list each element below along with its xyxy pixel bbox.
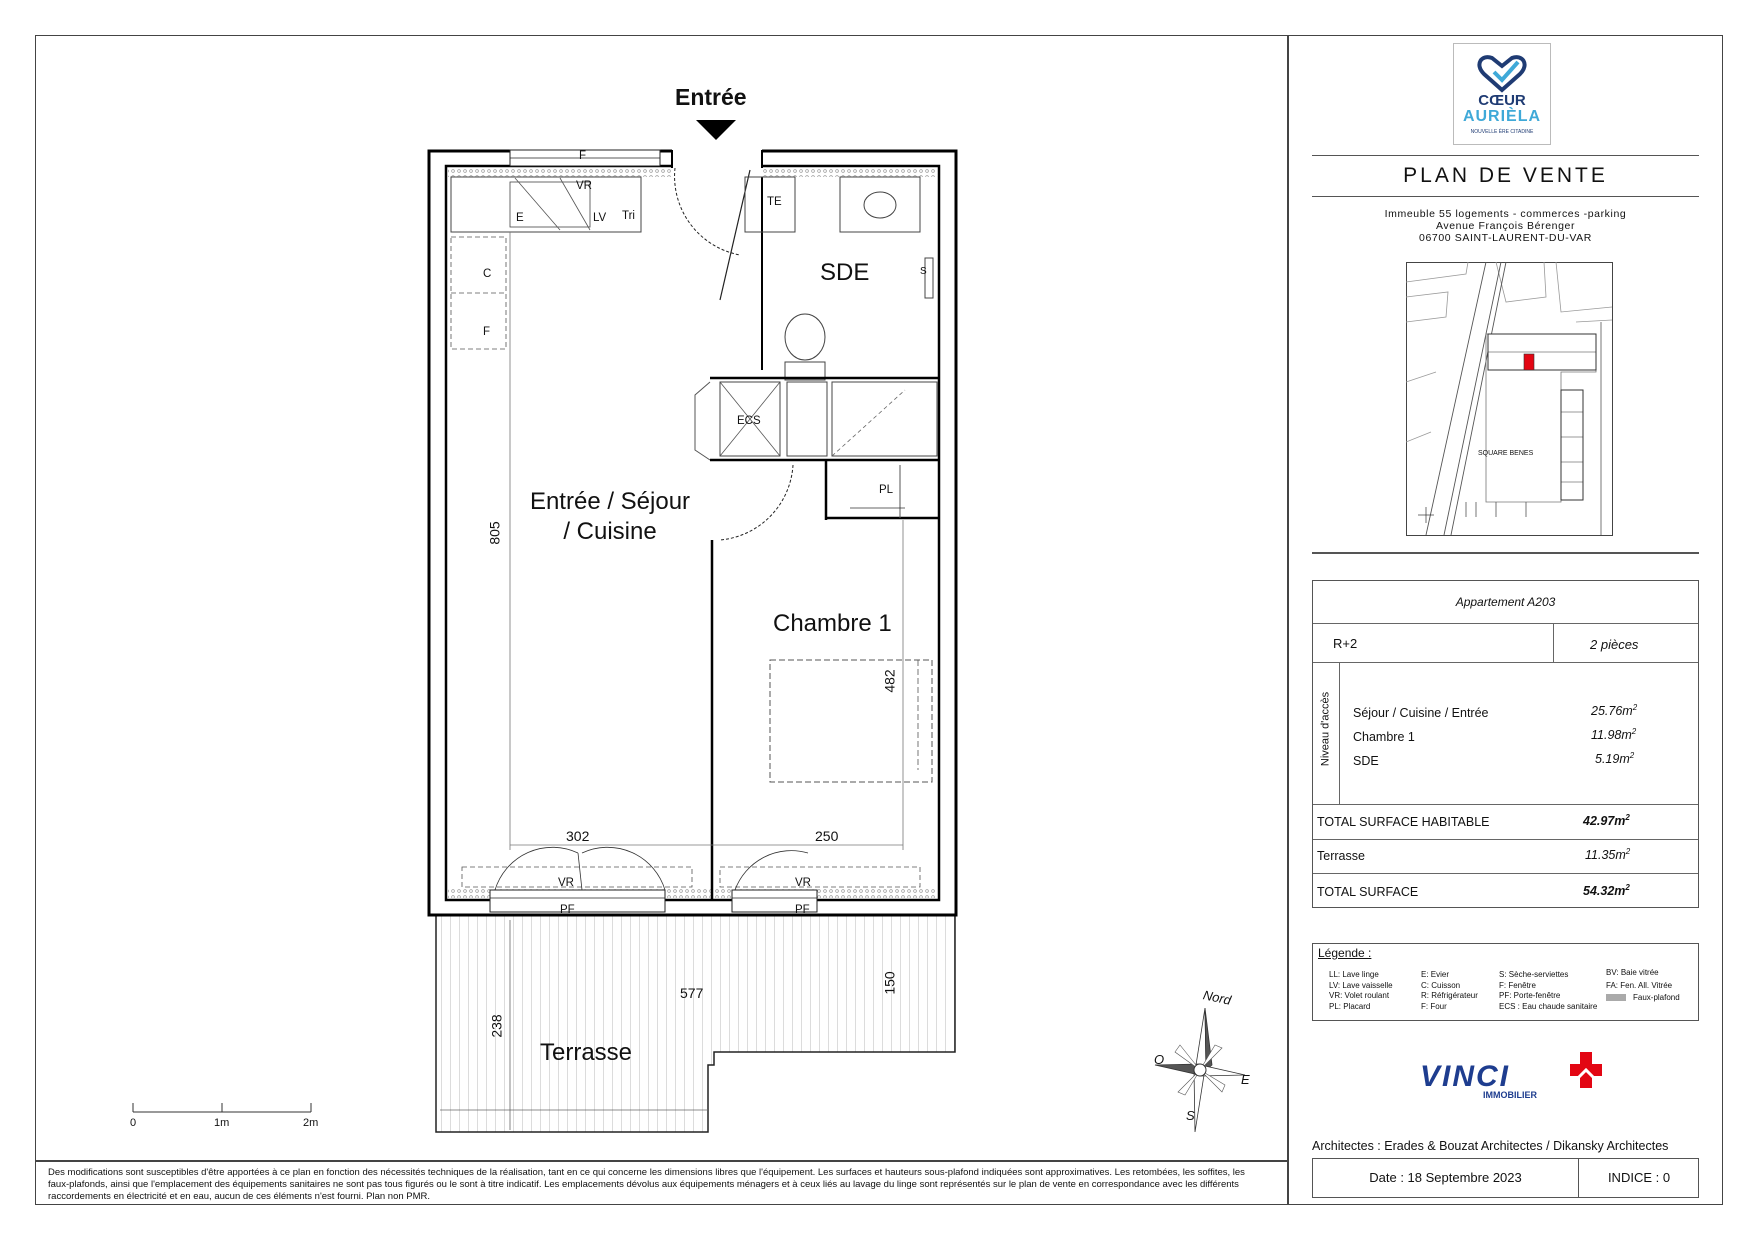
vinci-logo: VINCI [1420,1060,1511,1093]
compass-west: O [1154,1052,1165,1067]
legend-title: Légende : [1318,946,1372,960]
dim-302: 302 [566,828,590,844]
brand-top: CŒUR [1478,92,1526,109]
legend-col4b: FA: Fen. All. Vitrée [1606,981,1673,990]
fixture-lv: LV [593,212,607,224]
apartment-marker [1524,354,1534,370]
fixture-vr-right: VR [795,877,811,889]
fixture-pf-right: PF [795,904,810,916]
compass-south: S [1186,1108,1195,1123]
area-label-1: Chambre 1 [1353,730,1415,744]
fixture-ecs: ECS [737,415,761,427]
entry-arrow-icon [696,120,736,140]
address-block [1312,208,1699,244]
address-line1: Immeuble 55 logements - commerces -parking [1384,208,1627,220]
room-sejour-line1: Entrée / Séjour [529,488,691,515]
dim-577: 577 [680,985,704,1001]
dim-238: 238 [488,1014,505,1038]
address-line3: 06700 SAINT-LAURENT-DU-VAR [1419,232,1592,244]
footer-divider [35,1160,1289,1162]
terrace-area [436,915,955,1132]
room-sejour-line2: / Cuisine [563,518,657,545]
total-hab-value: $42.97m^2$ [1583,813,1630,829]
dim-250: 250 [815,828,839,844]
fixture-f-mid: F [483,326,491,338]
vinci-sub: IMMOBILIER [1483,1090,1537,1100]
legend-box [1312,943,1699,1021]
scale-0: 0 [130,1117,137,1129]
brand-logo [1453,43,1551,145]
area-value-0: $25.76m^2$ [1591,703,1638,719]
indice-text: INDICE : 0 [1607,1170,1671,1185]
heart-logo-icon [1454,48,1550,98]
side-label: Niveau d'accès [1319,691,1332,767]
site-map-square-label: SQUARE BENES [1478,450,1534,457]
legend-col2: E: Evier C: Cuisson R: Réfrigérateur F: Four [1421,970,1478,1011]
fixture-vr-left: VR [558,877,574,889]
legend-col4c: Faux-plafond [1633,993,1680,1002]
apartment-level: R+2 [1333,636,1358,651]
compass-north: Nord [1201,987,1233,1008]
fixture-f-top: F [579,150,587,162]
fixture-te: TE [767,196,782,208]
legend-col3: S: Sèche-serviettes F: Fenêtre PF: Porte-fenêtre ECS : Eau chaude sanitaire [1499,970,1598,1011]
fixture-tri: Tri [622,210,635,222]
fixture-e: E [516,212,524,224]
entree-label: Entrée [675,84,747,110]
page-title: PLAN DE VENTE [1312,155,1699,197]
area-value-1: $11.98m^2$ [1591,727,1637,743]
fixture-pf-left: PF [560,904,575,916]
scale-1m: 1m [214,1117,230,1129]
scale-bar [133,1103,311,1112]
room-sde: SDE [820,259,870,286]
total-label: TOTAL SURFACE [1317,885,1419,899]
surface-table [1312,580,1699,908]
compass-east: E [1241,1072,1250,1087]
dim-150: 150 [881,971,898,995]
apartment-name: Appartement A203 [1455,595,1556,609]
architects-text: Architectes : Erades & Bouzat Architectes / Dikansky Architectes [1312,1139,1669,1153]
total-value: $54.32m^2$ [1583,883,1630,899]
terrasse-value: $11.35m^2$ [1585,847,1631,863]
address-line2: Avenue François Bérenger [1435,220,1576,232]
room-terrasse: Terrasse [540,1039,633,1066]
terrasse-label: Terrasse [1317,849,1365,863]
room-chambre: Chambre 1 [773,610,892,637]
dim-482: 482 [881,669,898,693]
fixture-c: C [483,268,492,280]
fixture-s: S [920,266,927,277]
dim-805: 805 [486,521,503,545]
brand-main: AURIÈLA [1462,108,1542,125]
vinci-cross-icon [1568,1050,1604,1092]
sidebar-separator [1312,552,1699,554]
date-text: Date : 18 Septembre 2023 [1369,1170,1522,1185]
compass-rose-icon [1155,1008,1245,1132]
fixture-vr-top: VR [576,180,592,192]
area-label-0: Séjour / Cuisine / Entrée [1353,706,1489,720]
date-box [1312,1158,1699,1198]
area-label-2: SDE [1353,754,1379,768]
scale-2m: 2m [303,1117,319,1129]
total-hab-label: TOTAL SURFACE HABITABLE [1317,815,1490,829]
brand-tagline: NOUVELLE ÈRE CITADINE [1470,129,1534,135]
legend-col1: LL: Lave linge LV: Lave vaisselle VR: Volet roulant PL: Placard [1329,970,1393,1011]
faux-plafond-swatch [1606,994,1626,1001]
site-map [1406,262,1613,536]
apartment-rooms-count: 2 pièces [1590,637,1639,652]
legend-col4a: BV: Baie vitrée [1606,968,1659,977]
fixture-pl: PL [879,484,894,496]
disclaimer-text: Des modifications sont susceptibles d'être apportées à ce plan en fonction des nécessités techniques de la réalisation, tant en ce qui concerne les dimensions libres que l'équipement. Les surfaces et hauteurs sous-plafond indiquées sont approximatives. Les retombées, les soffites, les faux-plafonds, ainsi que l'emplacement des équipements sanitaires ne sont pas tous figurés ou le sont à titre indicatif. Les emplacements dévolus aux équipements ménagers et à ceux liés au lavage du linge sont représentés sur le plan de vente en correspondance avec les différents raccordements en électricité et en eau, aucun de ces éléments n'est fourni. Plan non PMR. [48,1167,1245,1202]
area-value-2: $5.19m^2$ [1595,751,1635,767]
